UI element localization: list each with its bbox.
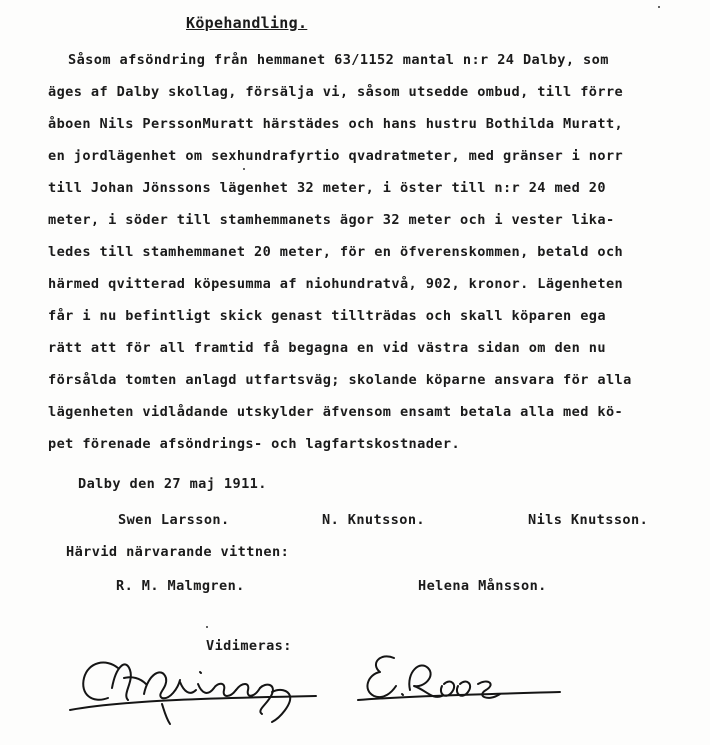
- body-line-4: en jordlägenhet om sexhundrafyrtio qvadratmeter, med gränser i norr: [48, 148, 624, 164]
- body-line-6: meter, i söder till stamhemmanets ägor 32 meter och i vester lika-: [48, 212, 615, 228]
- body-line-5: till Johan Jönssons lägenhet 32 meter, i öster till n:r 24 med 20: [48, 180, 606, 196]
- handwritten-signature-ericsson: [66, 648, 326, 728]
- handwritten-signature-roos: [350, 646, 570, 716]
- scan-speck: [206, 626, 208, 628]
- body-line-12: lägenheten vidlådande utskylder äfvensom ensamt betala alla med kö-: [48, 404, 624, 420]
- body-line-8: härmed qvitterad köpesumma af niohundratvå, 902, kronor. Lägenheten: [48, 276, 624, 292]
- witness-name: R. M. Malmgren.: [116, 578, 245, 594]
- body-line-10: rätt att för all framtid få begagna en vid västra sidan om den nu: [48, 340, 606, 356]
- document-title: Köpehandling.: [186, 14, 308, 32]
- body-line-2: äges af Dalby skollag, försälja vi, såsom utsedde ombud, till förre: [48, 84, 624, 100]
- date-line: Dalby den 27 maj 1911.: [78, 476, 267, 492]
- scan-speck: [658, 6, 660, 8]
- seller-name: Nils Knutsson.: [528, 512, 649, 528]
- body-line-13: pet förenade afsöndrings- och lagfartskostnader.: [48, 436, 461, 452]
- witness-heading: Härvid närvarande vittnen:: [66, 544, 290, 560]
- body-line-7: ledes till stamhemmanet 20 meter, för en öfverenskommen, betald och: [48, 244, 624, 260]
- scan-speck: [243, 168, 245, 170]
- body-line-9: får i nu befintligt skick genast tillträdas och skall köparen ega: [48, 308, 606, 324]
- body-line-11: försålda tomten anlagd utfartsväg; skolande köparne ansvara för alla: [48, 372, 632, 388]
- attest-label: Vidimeras:: [206, 638, 292, 654]
- witness-name: Helena Månsson.: [418, 578, 547, 594]
- body-line-3: åboen Nils PerssonMuratt härstädes och hans hustru Bothilda Muratt,: [48, 116, 624, 132]
- seller-name: N. Knutsson.: [322, 512, 426, 528]
- seller-name: Swen Larsson.: [118, 512, 230, 528]
- body-line-1: Såsom afsöndring från hemmanet 63/1152 mantal n:r 24 Dalby, som: [68, 52, 609, 68]
